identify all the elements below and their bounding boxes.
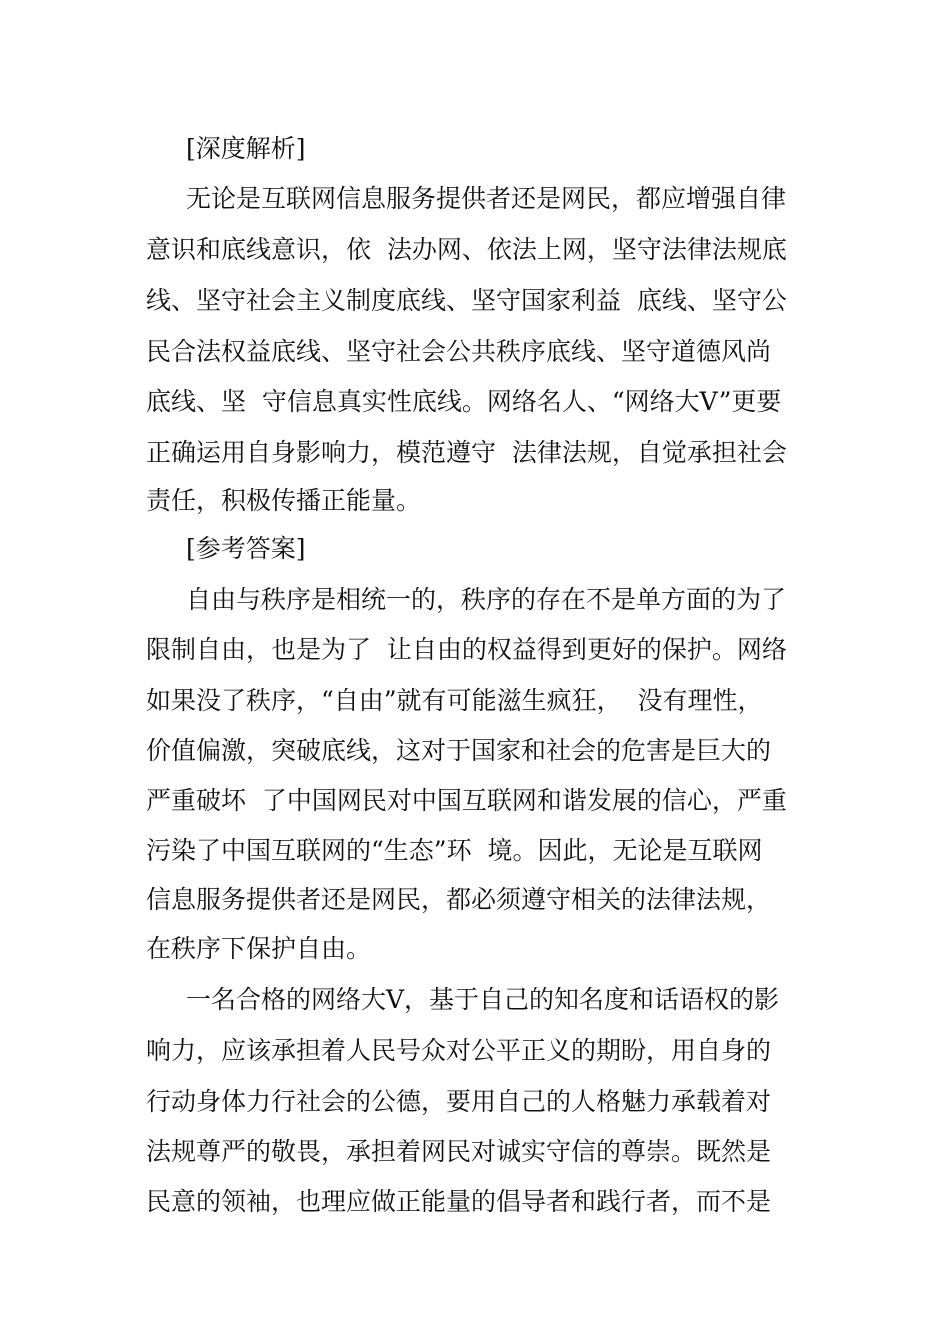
paragraph-line: 正确运用自身影响力，模范遵守 法律法规，自觉承担社会 (146, 438, 787, 467)
paragraph-line: 责任，积极传播正能量。 (146, 486, 422, 515)
paragraph-line: 底线、坚 守信息真实性底线。网络名人、“网络大V”更要 (146, 387, 782, 416)
paragraph-line: 响力，应该承担着人民号众对公平正义的期盼，用自身的 (146, 1036, 772, 1065)
paragraph-line: 污染了中国互联网的“生态”环 境。因此，无论是互联网 (146, 836, 763, 865)
paragraph-line: 法规尊严的敬畏，承担着网民对诚实守信的尊崇。既然是 (146, 1137, 772, 1166)
section-heading-analysis: [深度解析] (186, 134, 306, 163)
paragraph-line: 无论是互联网信息服务提供者还是网民，都应增强自律 (186, 184, 787, 213)
paragraph-line: 在秩序下保护自由。 (146, 934, 372, 963)
paragraph-line: 严重破坏 了中国网民对中国互联网和谐发展的信心，严重 (146, 786, 787, 815)
section-heading-reference-answer: [参考答案] (186, 534, 306, 563)
paragraph-line: 线、坚守社会主义制度底线、坚守国家利益 底线、坚守公 (146, 286, 787, 315)
paragraph-line: 一名合格的网络大V，基于自己的知名度和话语权的影 (186, 985, 780, 1014)
paragraph-line: 限制自由，也是为了 让自由的权益得到更好的保护。网络 (146, 635, 787, 664)
paragraph-line: 民合法权益底线、坚守社会公共秩序底线、坚守道德风尚 (146, 337, 772, 366)
paragraph-line: 自由与秩序是相统一的，秩序的存在不是单方面的为了 (186, 585, 787, 614)
paragraph-line: 民意的领袖，也理应做正能量的倡导者和践行者，而不是 (146, 1187, 772, 1216)
paragraph-line: 信息服务提供者还是网民，都必须遵守相关的法律法规， (146, 885, 772, 914)
paragraph-line: 行动身体力行社会的公德，要用自己的人格魅力承载着对 (146, 1087, 772, 1116)
paragraph-line: 价值偏激，突破底线，这对于国家和社会的危害是巨大的 (146, 736, 772, 765)
paragraph-line: 如果没了秩序，“自由”就有可能滋生疯狂， 没有理性， (146, 686, 763, 715)
paragraph-line: 意识和底线意识，依 法办网、依法上网，坚守法律法规底 (146, 235, 787, 264)
